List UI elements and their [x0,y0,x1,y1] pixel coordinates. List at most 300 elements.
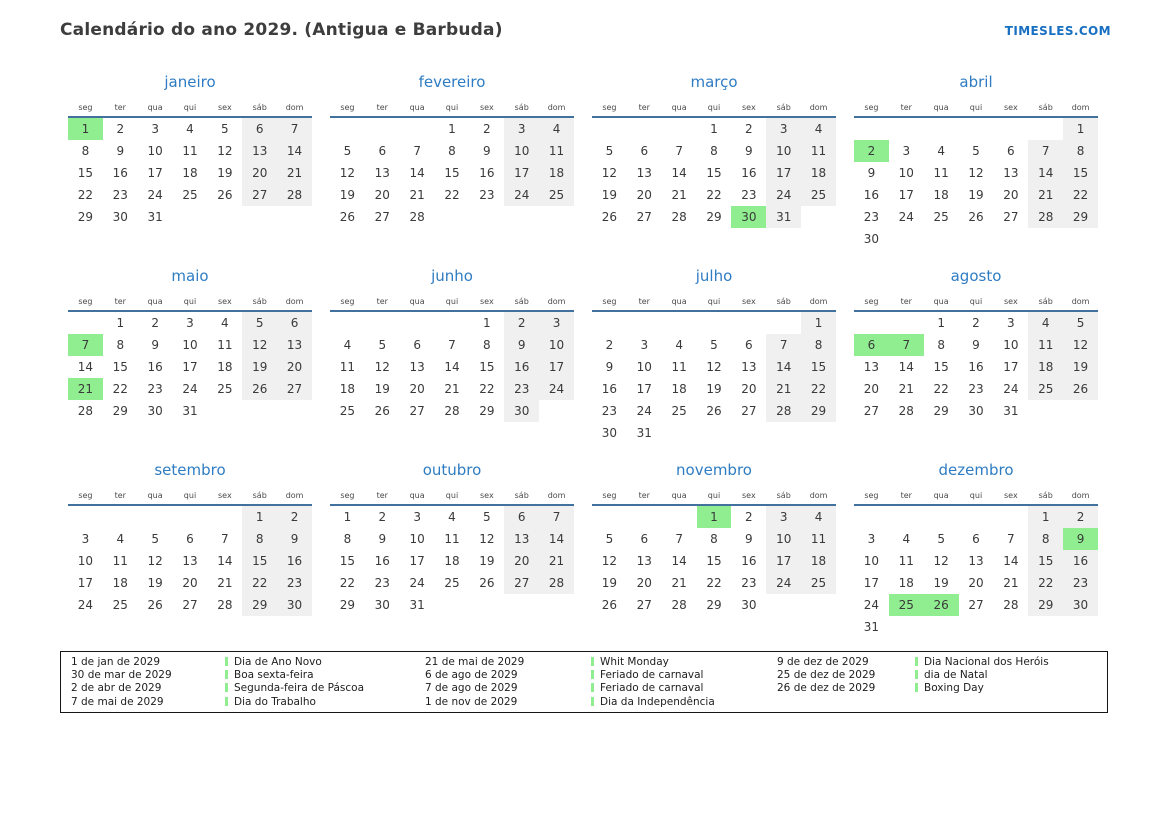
day-cell: 20 [182,576,198,590]
day-cell: 18 [801,550,836,572]
month-title: julho [695,267,733,285]
empty-day-cell [924,118,959,140]
day-cell: 19 [339,188,356,202]
day-cell: 3 [902,144,911,158]
day-cell: 19 [479,554,495,568]
day-cell: 13 [968,554,984,568]
day-cell: 28 [409,210,425,224]
empty-day-cell [173,506,208,528]
day-cell: 5 [710,338,718,352]
day-cell: 10 [182,338,198,352]
holiday-day-cell: 1 [697,506,732,528]
day-cell: 22 [444,188,460,202]
day-cell: 23 [504,378,539,400]
day-cell: 14 [1003,554,1019,568]
holiday-day-cell: 7 [889,334,924,356]
day-cell: 8 [1063,140,1098,162]
empty-day-cell [959,118,994,140]
day-cell: 30 [968,404,984,418]
day-cell: 24 [539,378,574,400]
day-cell: 26 [1063,378,1098,400]
day-cell: 15 [706,554,722,568]
day-cell: 12 [601,554,618,568]
day-cell: 24 [182,382,198,396]
empty-day-cell [400,312,435,334]
empty-day-cell [924,506,959,528]
day-cell: 2 [504,312,539,334]
months-grid [68,74,1100,656]
holiday-day-cell: 30 [731,206,766,228]
weekday-label: sex [480,491,494,500]
day-cell: 4 [343,338,352,352]
weekday-label: qua [671,491,687,500]
day-cell: 27 [409,404,425,418]
weekday-label: sex [480,297,494,306]
day-cell: 31 [863,620,880,634]
holiday-day-cell: 21 [68,378,103,400]
day-cell: 8 [937,338,945,352]
day-cell: 6 [378,144,387,158]
day-cell: 5 [1063,312,1098,334]
day-cell: 18 [539,162,574,184]
day-cell: 28 [277,184,312,206]
day-cell: 16 [147,360,163,374]
day-cell: 11 [444,532,460,546]
weekday-header-row [854,102,1098,118]
day-cell: 11 [112,554,128,568]
day-cell: 8 [343,532,352,546]
weekday-label: ter [638,103,650,112]
day-cell: 16 [601,382,618,396]
month-janeiro [68,74,312,268]
legend-holiday-name: Boxing Day [924,682,984,695]
day-cell: 5 [605,144,614,158]
weekday-label: dom [809,491,828,500]
day-cell: 23 [863,210,880,224]
day-cell: 28 [671,598,687,612]
weekday-label: qua [147,491,163,500]
day-cell: 12 [1063,334,1098,356]
day-cell: 23 [479,188,495,202]
weekday-label: sex [1004,103,1018,112]
day-cell: 7 [448,338,456,352]
day-cell: 12 [217,144,233,158]
day-cell: 15 [479,360,495,374]
day-cell: 3 [766,506,801,528]
day-cell: 1 [448,122,456,136]
day-cell: 21 [766,378,801,400]
holiday-marker-icon [225,683,228,692]
day-cell: 29 [112,404,128,418]
legend-holiday-entry [225,682,425,695]
weekday-label: seg [78,491,93,500]
day-cell: 6 [277,312,312,334]
day-cell: 16 [1063,550,1098,572]
day-cell: 18 [444,554,460,568]
day-cell: 6 [640,144,649,158]
day-cell: 25 [933,210,949,224]
day-cell: 10 [766,528,801,550]
empty-day-cell [854,506,889,528]
day-cell: 30 [741,598,757,612]
weekday-label: sáb [776,103,791,112]
day-cell: 10 [539,334,574,356]
empty-day-cell [697,312,732,334]
day-cell: 25 [444,576,460,590]
day-cell: 4 [937,144,945,158]
weekday-label: seg [78,103,93,112]
empty-day-cell [889,506,924,528]
weekday-header-row [854,490,1098,506]
day-cell: 27 [636,210,652,224]
day-cell: 30 [504,400,539,422]
weekday-label: qui [183,297,197,306]
day-cell: 17 [409,554,425,568]
day-cell: 22 [706,576,722,590]
day-cell: 26 [374,404,390,418]
day-cell: 11 [898,554,914,568]
weekday-label: qua [671,103,687,112]
weekday-label: dom [285,491,304,500]
day-grid [592,506,836,616]
weekday-label: dom [809,103,828,112]
legend-holiday-name: Segunda-feira de Páscoa [234,682,365,695]
day-cell: 4 [1028,312,1063,334]
holiday-marker-icon [225,670,228,679]
day-cell: 7 [539,506,574,528]
empty-day-cell [365,312,400,334]
site-link[interactable]: TIMESLES.COM [1004,24,1111,38]
day-cell: 30 [601,426,618,440]
day-cell: 7 [1028,140,1063,162]
month-junho [330,268,574,462]
legend-holiday-entry [915,669,1107,682]
weekday-label: sex [1004,491,1018,500]
day-cell: 28 [539,572,574,594]
weekday-label: dom [547,103,566,112]
day-cell: 4 [801,118,836,140]
day-cell: 27 [741,404,757,418]
day-cell: 29 [933,404,949,418]
weekday-header-row [330,102,574,118]
weekday-label: seg [602,103,617,112]
weekday-label: dom [1071,297,1090,306]
month-title: abril [959,73,993,91]
day-cell: 15 [112,360,128,374]
day-cell: 22 [242,572,277,594]
day-cell: 13 [1003,166,1019,180]
day-cell: 21 [898,382,914,396]
day-cell: 2 [745,510,753,524]
legend-holiday-entry [225,696,425,709]
month-março [592,74,836,268]
day-cell: 20 [741,382,757,396]
day-cell: 29 [706,598,722,612]
day-cell: 29 [1028,594,1063,616]
day-cell: 28 [217,598,233,612]
month-maio [68,268,312,462]
weekday-label: sáb [514,103,529,112]
day-cell: 26 [601,210,618,224]
month-setembro [68,462,312,656]
day-cell: 23 [1063,572,1098,594]
day-cell: 13 [277,334,312,356]
day-cell: 19 [242,356,277,378]
weekday-header-row [68,490,312,506]
day-cell: 16 [741,166,757,180]
day-cell: 3 [867,532,876,546]
empty-day-cell [365,118,400,140]
day-cell: 12 [339,166,356,180]
day-cell: 11 [217,338,233,352]
day-cell: 4 [221,316,229,330]
day-cell: 2 [151,316,159,330]
day-cell: 12 [706,360,722,374]
day-cell: 9 [745,144,753,158]
holiday-day-cell: 1 [68,118,103,140]
day-cell: 7 [675,144,683,158]
day-cell: 21 [671,576,687,590]
weekday-label: seg [864,297,879,306]
month-title: maio [171,267,209,285]
day-cell: 12 [601,166,618,180]
empty-day-cell [627,312,662,334]
day-cell: 9 [378,532,387,546]
legend-names-column [915,656,1107,696]
day-cell: 22 [801,378,836,400]
day-cell: 23 [601,404,618,418]
day-cell: 25 [671,404,687,418]
legend-holiday-name: Boa sexta-feira [234,669,314,682]
day-cell: 23 [277,572,312,594]
weekday-label: ter [900,297,912,306]
day-cell: 18 [898,576,914,590]
day-cell: 25 [182,188,198,202]
day-cell: 8 [801,334,836,356]
day-cell: 1 [710,122,718,136]
weekday-label: dom [1071,491,1090,500]
weekday-label: ter [638,297,650,306]
day-cell: 17 [863,576,880,590]
day-cell: 4 [116,532,125,546]
day-cell: 5 [221,122,229,136]
weekday-label: qui [969,103,983,112]
day-cell: 9 [745,532,753,546]
day-grid [854,118,1098,250]
day-cell: 9 [151,338,159,352]
empty-day-cell [68,506,103,528]
day-cell: 31 [182,404,198,418]
day-cell: 16 [374,554,390,568]
day-cell: 3 [151,122,159,136]
day-cell: 21 [1028,184,1063,206]
day-cell: 28 [898,404,914,418]
day-cell: 3 [186,316,194,330]
weekday-label: seg [602,297,617,306]
day-cell: 17 [504,162,539,184]
day-cell: 2 [745,122,753,136]
day-cell: 2 [605,338,614,352]
day-cell: 24 [766,572,801,594]
empty-day-cell [889,312,924,334]
day-cell: 27 [863,404,880,418]
month-fevereiro [330,74,574,268]
day-cell: 15 [933,360,949,374]
day-cell: 10 [863,554,880,568]
day-grid [330,312,574,422]
day-cell: 25 [339,404,356,418]
legend-date: 9 de dez de 2029 [777,656,869,668]
day-cell: 28 [671,210,687,224]
weekday-label: qua [409,297,425,306]
day-cell: 1 [1028,506,1063,528]
weekday-label: sáb [514,297,529,306]
day-cell: 21 [409,188,425,202]
day-cell: 13 [636,166,652,180]
day-cell: 24 [766,184,801,206]
legend-date: 21 de mai de 2029 [425,656,525,668]
weekday-label: ter [900,103,912,112]
empty-day-cell [766,312,801,334]
weekday-label: ter [900,491,912,500]
day-cell: 23 [968,382,984,396]
weekday-label: qui [707,103,721,112]
weekday-header-row [854,296,1098,312]
empty-day-cell [138,506,173,528]
weekday-label: qui [445,491,459,500]
day-cell: 19 [706,382,722,396]
day-cell: 3 [766,118,801,140]
day-cell: 14 [539,528,574,550]
day-cell: 14 [671,166,687,180]
weekday-label: qua [671,297,687,306]
day-cell: 5 [242,312,277,334]
weekday-label: dom [547,297,566,306]
weekday-label: sex [218,103,232,112]
weekday-header-row [68,296,312,312]
weekday-label: seg [78,297,93,306]
day-cell: 25 [539,184,574,206]
day-cell: 18 [339,382,356,396]
empty-day-cell [103,506,138,528]
day-cell: 27 [636,598,652,612]
day-cell: 9 [867,166,876,180]
day-cell: 27 [968,598,984,612]
day-cell: 21 [539,550,574,572]
day-cell: 28 [766,400,801,422]
day-cell: 21 [277,162,312,184]
day-cell: 20 [863,382,880,396]
day-cell: 10 [147,144,163,158]
day-cell: 13 [182,554,198,568]
empty-day-cell [662,312,697,334]
page-title: Calendário do ano 2029. (Antigua e Barbuda) [60,20,503,40]
weekday-label: sáb [776,491,791,500]
day-cell: 20 [636,188,652,202]
weekday-label: qui [183,103,197,112]
day-cell: 18 [217,360,233,374]
day-cell: 26 [601,598,618,612]
day-cell: 18 [112,576,128,590]
legend-holiday-entry [591,669,777,682]
holiday-day-cell: 7 [68,334,103,356]
day-cell: 28 [1003,598,1019,612]
day-cell: 27 [504,572,539,594]
day-cell: 27 [277,378,312,400]
day-cell: 11 [671,360,687,374]
weekday-label: qui [445,103,459,112]
day-cell: 20 [1003,188,1019,202]
day-cell: 12 [933,554,949,568]
empty-day-cell [662,118,697,140]
day-cell: 26 [147,598,163,612]
day-cell: 15 [339,554,356,568]
weekday-label: qua [409,491,425,500]
legend-date: 26 de dez de 2029 [777,682,876,695]
day-cell: 13 [741,360,757,374]
day-cell: 15 [1063,162,1098,184]
empty-day-cell [207,506,242,528]
weekday-label: qua [933,491,949,500]
day-grid [330,118,574,228]
day-cell: 13 [636,554,652,568]
day-cell: 23 [741,576,757,590]
weekday-label: sex [742,491,756,500]
day-cell: 27 [242,184,277,206]
weekday-label: ter [376,491,388,500]
weekday-label: dom [285,297,304,306]
day-cell: 23 [112,188,128,202]
weekday-label: seg [864,103,879,112]
weekday-label: qui [445,297,459,306]
day-cell: 26 [706,404,722,418]
day-cell: 13 [374,166,390,180]
day-cell: 4 [448,510,456,524]
weekday-label: sex [742,297,756,306]
month-title: fevereiro [418,73,486,91]
day-cell: 7 [413,144,421,158]
weekday-label: qui [969,491,983,500]
day-cell: 4 [186,122,194,136]
legend-date: 1 de jan de 2029 [71,656,161,668]
day-cell: 29 [1063,206,1098,228]
day-cell: 27 [182,598,198,612]
day-cell: 22 [77,188,94,202]
day-cell: 1 [343,510,352,524]
day-cell: 20 [242,162,277,184]
day-cell: 2 [1063,506,1098,528]
day-cell: 26 [217,188,233,202]
day-cell: 24 [147,188,163,202]
day-cell: 30 [374,598,390,612]
weekday-label: seg [340,103,355,112]
weekday-label: qui [183,491,197,500]
day-cell: 20 [374,188,390,202]
empty-day-cell [592,312,627,334]
day-cell: 13 [504,528,539,550]
day-cell: 5 [378,338,387,352]
day-cell: 8 [1028,528,1063,550]
day-cell: 9 [116,144,125,158]
day-cell: 21 [671,188,687,202]
day-cell: 9 [277,528,312,550]
day-cell: 21 [217,576,233,590]
legend-holiday-entry [225,656,425,669]
weekday-label: seg [340,297,355,306]
holiday-marker-icon [915,670,918,679]
holiday-day-cell: 26 [924,594,959,616]
day-cell: 30 [112,210,128,224]
